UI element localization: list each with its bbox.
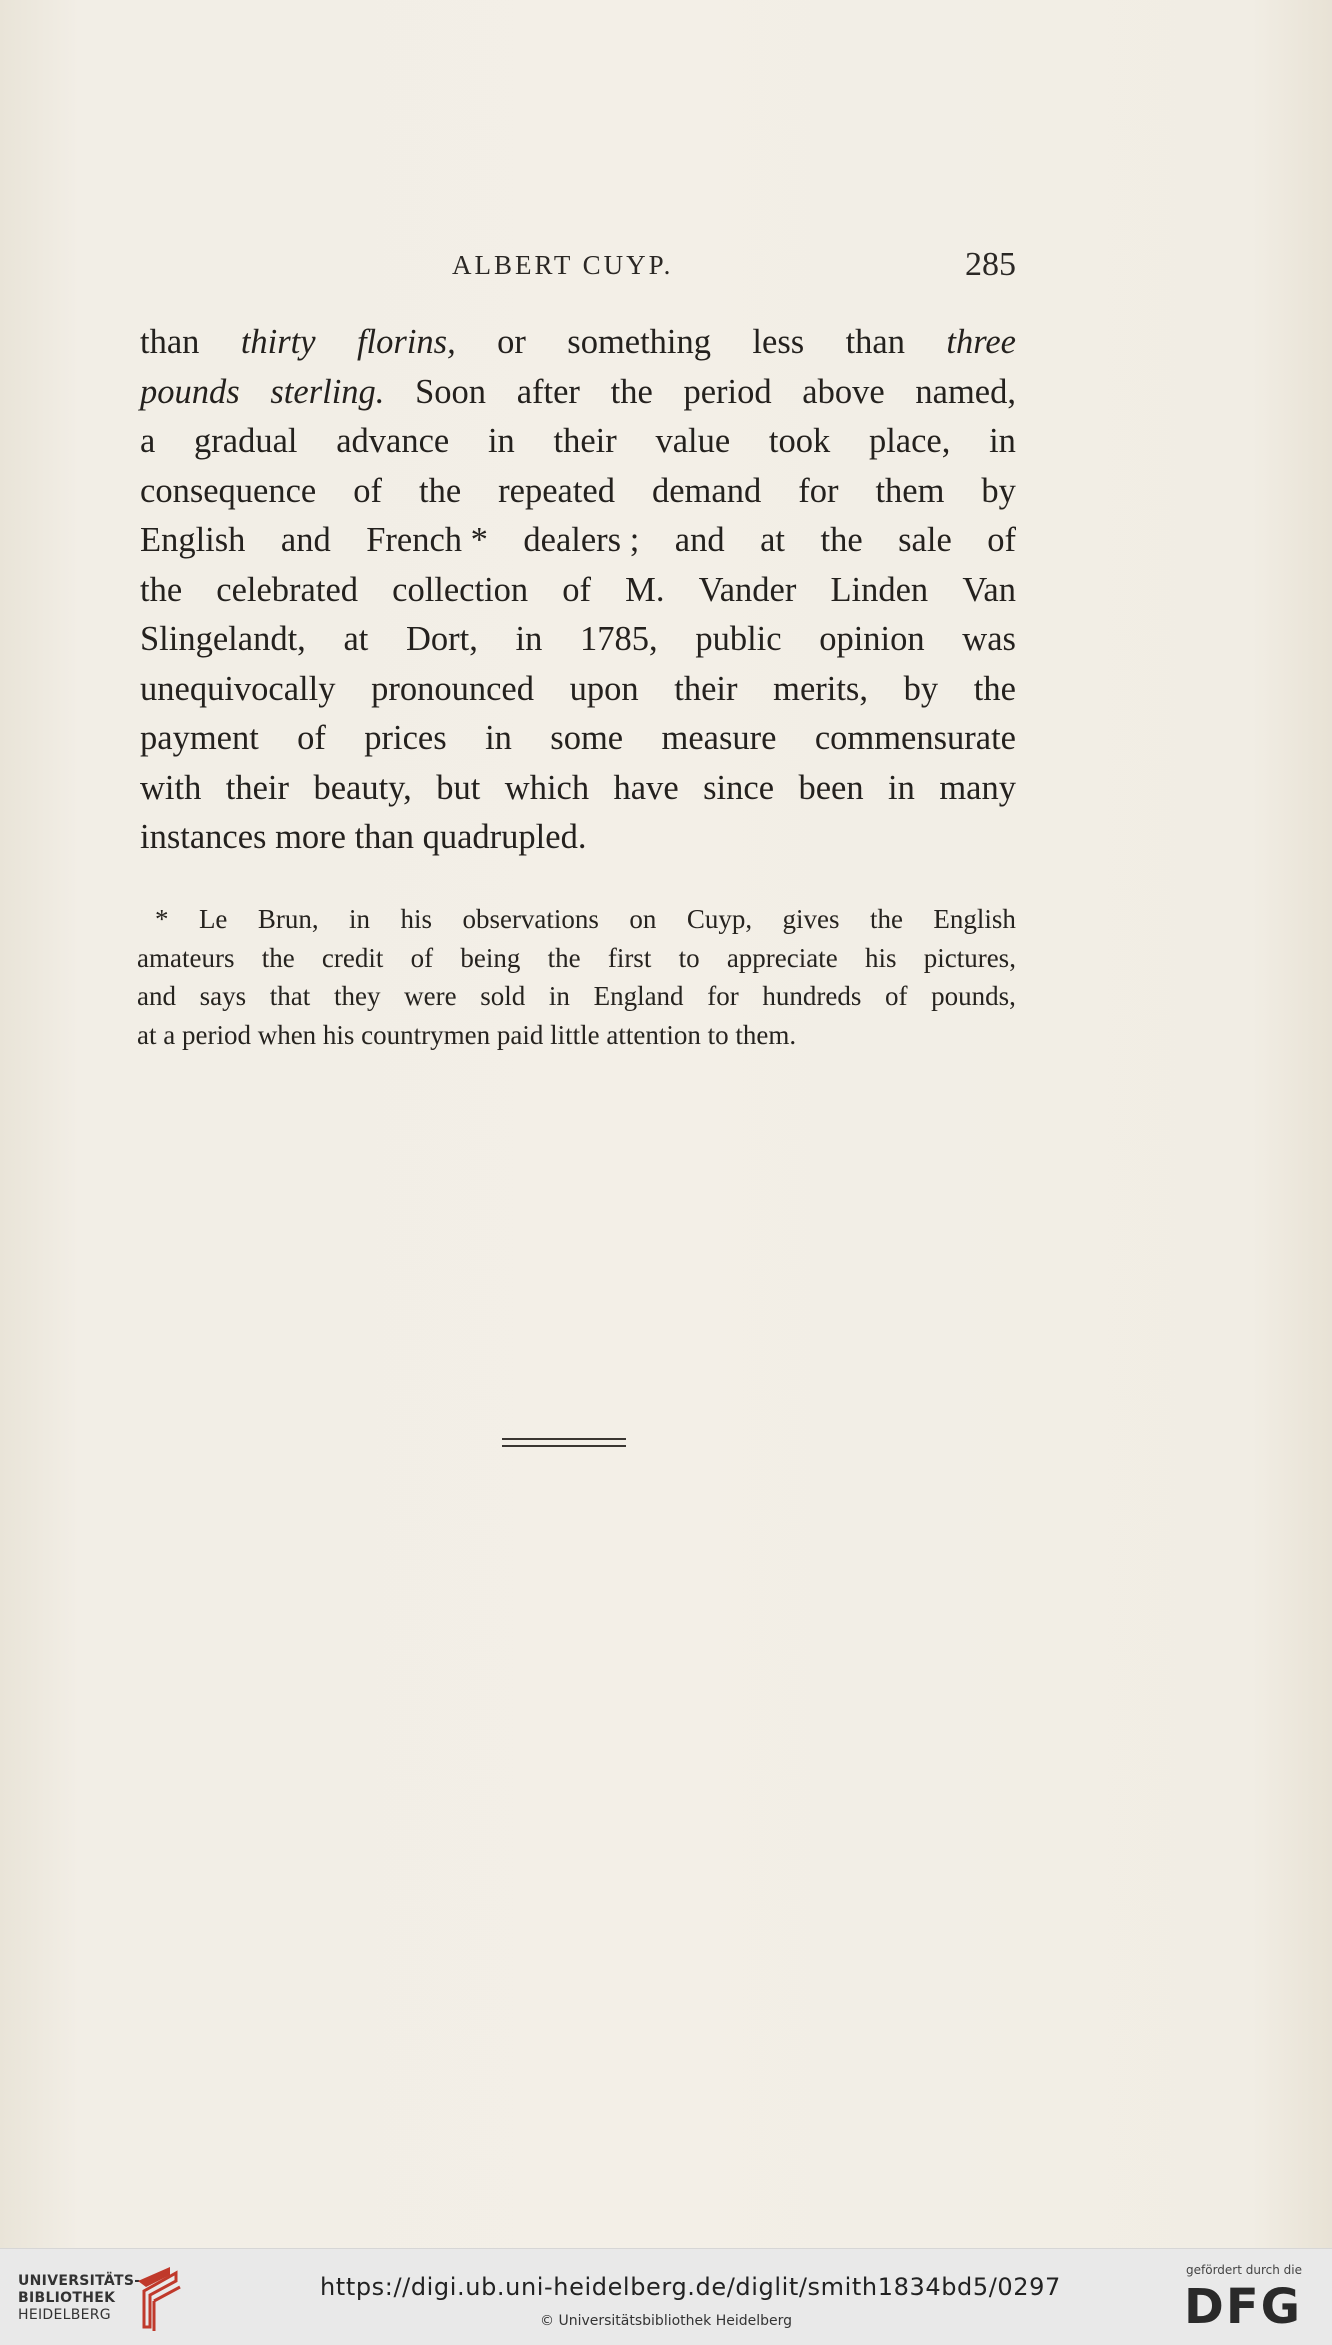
word: than <box>845 323 905 361</box>
word: period <box>683 372 772 411</box>
word: the <box>820 521 863 559</box>
word: of <box>353 471 382 510</box>
text-line <box>140 467 1016 517</box>
text-line <box>140 516 1016 566</box>
word: of <box>987 521 1016 559</box>
word: 1785, <box>580 620 658 658</box>
word: English <box>140 521 246 559</box>
page-number: 285 <box>965 246 1016 283</box>
word: at <box>760 521 785 559</box>
word: instances more than quadrupled. <box>140 818 587 856</box>
word: or <box>497 323 526 361</box>
word: in <box>487 422 515 460</box>
word: sterling. <box>270 372 385 411</box>
word: of <box>562 570 592 609</box>
word: something <box>567 323 712 361</box>
word: celebrated <box>216 570 359 609</box>
word: after <box>516 372 580 411</box>
text-line <box>140 318 1016 368</box>
word: named, <box>915 372 1016 411</box>
word: of <box>297 719 326 757</box>
footnote-line: amateurs the credit of being the first to appreciate his pictures, <box>137 942 1016 973</box>
word: unequivocally <box>140 669 336 708</box>
word: three <box>946 323 1016 361</box>
word: consequence <box>140 471 317 510</box>
end-rule <box>502 1438 626 1447</box>
word: measure <box>661 719 777 757</box>
word: Dort, <box>406 620 478 658</box>
permalink-url[interactable]: https://digi.ub.uni-heidelberg.de/diglit/smith1834bd5/0297 <box>320 2273 1061 2301</box>
text-line <box>140 764 1016 814</box>
word: Soon <box>415 372 487 411</box>
footnote-line: and says that they were sold in England for hundreds of pounds, <box>137 981 1016 1011</box>
text-line <box>140 813 1016 863</box>
word: the <box>610 372 653 411</box>
word: Slingelandt, <box>140 620 306 658</box>
word: in <box>485 719 512 757</box>
library-name-line2: BIBLIOTHEK <box>18 2290 116 2306</box>
word: have <box>613 768 679 807</box>
word: by <box>981 471 1016 510</box>
word: some <box>550 719 624 757</box>
library-name-line1: UNIVERSITÄTS- <box>18 2273 141 2289</box>
word: at <box>343 620 369 658</box>
word: was <box>962 620 1016 658</box>
word: for <box>798 471 839 510</box>
word: pounds <box>140 372 240 411</box>
library-name-line3: HEIDELBERG <box>18 2307 111 2323</box>
word: and <box>674 521 725 559</box>
word: in <box>989 422 1016 460</box>
text-line <box>140 368 1016 418</box>
word: many <box>939 768 1016 807</box>
word: their <box>674 669 738 708</box>
text-line <box>140 665 1016 715</box>
word: public <box>695 620 782 658</box>
word: in <box>888 768 915 807</box>
word: French * <box>366 521 488 559</box>
page-header <box>140 246 1016 290</box>
footnote-line: at a period when his countrymen paid little attention to them. <box>137 1019 797 1050</box>
word: took <box>768 422 831 460</box>
funded-by-label: gefördert durch die <box>1186 2263 1302 2277</box>
viewer-footer <box>0 2248 1332 2345</box>
word: their <box>225 768 290 807</box>
copyright-notice: © Universitätsbibliothek Heidelberg <box>540 2313 793 2329</box>
word: above <box>802 372 885 411</box>
word: Vander <box>698 570 797 609</box>
word: place, <box>868 422 951 460</box>
word: the <box>973 669 1016 708</box>
footnote-line: * Le Brun, in his observations on Cuyp, gives the English <box>155 904 1016 934</box>
word: pronounced <box>371 669 534 708</box>
word: the <box>419 471 462 510</box>
word: merits, <box>773 669 868 708</box>
word: opinion <box>819 620 925 658</box>
body-paragraph <box>140 318 1016 863</box>
word: since <box>703 768 775 807</box>
text-line <box>140 417 1016 467</box>
word: thirty <box>240 323 316 361</box>
text-line <box>140 714 1016 764</box>
word: repeated <box>498 471 615 510</box>
word: and <box>280 521 331 559</box>
word: demand <box>651 471 762 510</box>
word: Linden <box>830 570 929 609</box>
word: upon <box>569 669 639 708</box>
word: advance <box>336 422 450 460</box>
word: than <box>140 323 200 361</box>
word: dealers ; <box>523 521 640 559</box>
dfg-logo: DFG <box>1184 2279 1303 2335</box>
word: gradual <box>194 422 298 460</box>
word: beauty, <box>313 768 412 807</box>
word: the <box>140 570 183 609</box>
word: value <box>655 422 731 460</box>
text-line <box>140 566 1016 616</box>
word: less <box>752 323 805 361</box>
word: with <box>140 768 202 807</box>
word: commensurate <box>814 719 1016 757</box>
word: been <box>798 768 864 807</box>
word: their <box>553 422 617 460</box>
running-title: ALBERT CUYP. <box>452 250 674 280</box>
word: payment <box>140 719 259 757</box>
library-name <box>18 2273 140 2324</box>
text-line <box>140 615 1016 665</box>
word: collection <box>392 570 529 609</box>
word: by <box>903 669 939 708</box>
word: them <box>875 471 945 510</box>
word: florins, <box>356 323 456 361</box>
word: prices <box>364 719 447 757</box>
word: in <box>515 620 543 658</box>
word: but <box>436 768 481 807</box>
word: which <box>504 768 590 807</box>
word: a <box>140 422 156 460</box>
word: sale <box>898 521 952 559</box>
word: M. <box>625 570 665 609</box>
word: Van <box>962 570 1016 609</box>
library-logo-icon <box>130 2261 190 2333</box>
footnote <box>137 900 1016 1054</box>
